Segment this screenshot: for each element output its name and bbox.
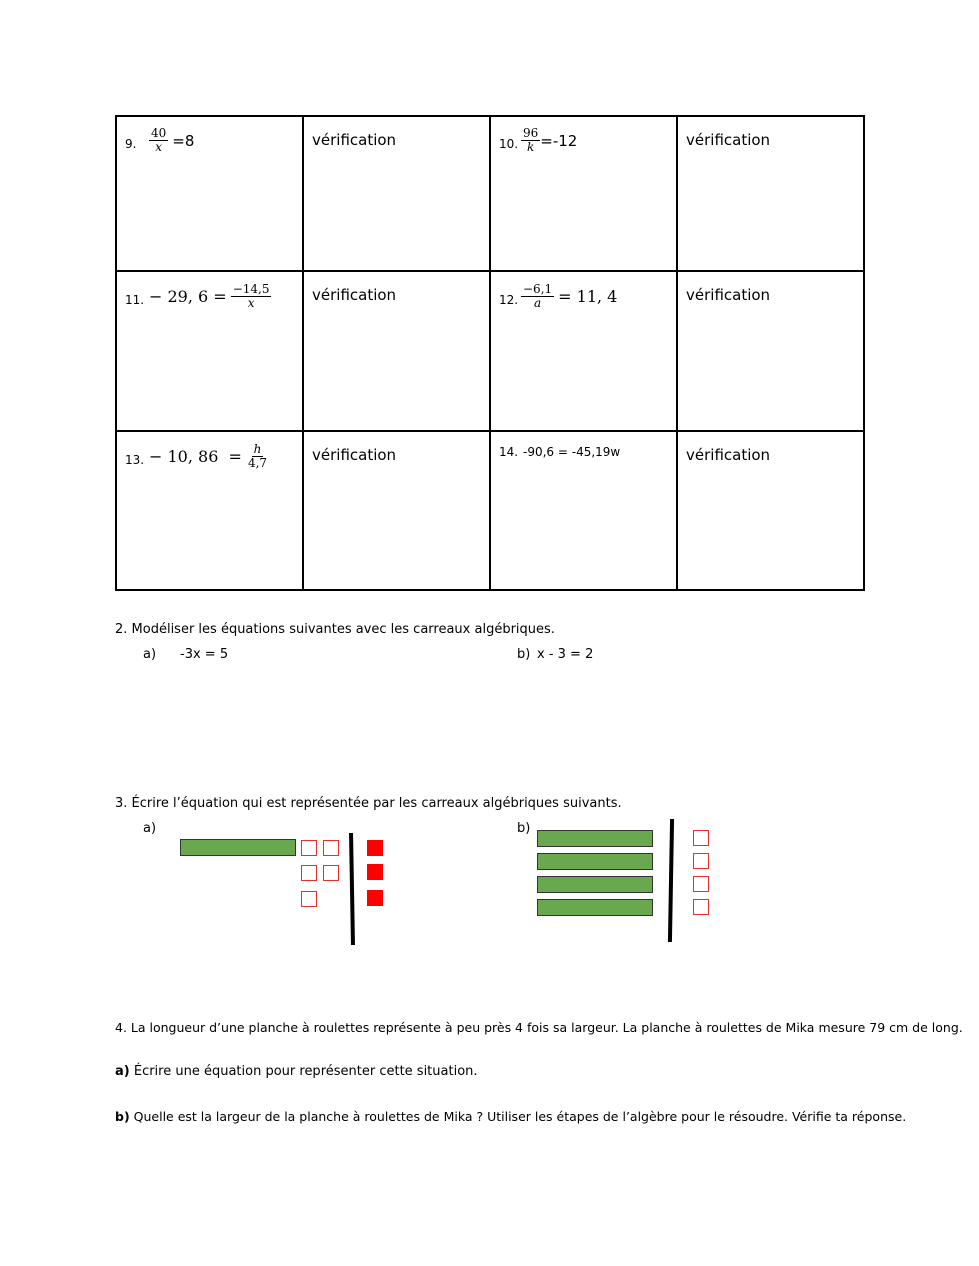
q4-a-label: a) <box>115 1064 130 1079</box>
q4-b <box>115 1109 906 1124</box>
negative-unit-tile <box>367 840 383 856</box>
q4-b-label: b) <box>115 1109 130 1124</box>
x-tile <box>537 899 653 916</box>
q2-b-equation: x - 3 = 2 <box>537 647 594 662</box>
fraction-denominator: x <box>155 140 163 154</box>
positive-unit-tile <box>693 876 709 892</box>
equation-rest: = 11, 4 <box>558 287 618 306</box>
question-number: 10. <box>499 137 519 151</box>
question-number: 9. <box>125 137 137 151</box>
exercise-table <box>115 115 865 591</box>
x-tile <box>180 839 296 856</box>
positive-unit-tile <box>323 840 339 856</box>
verification-label: vérification <box>312 286 397 304</box>
fraction-denominator: k <box>527 140 535 154</box>
verification-label: vérification <box>312 446 397 464</box>
cell-q14 <box>490 431 677 590</box>
equation-text: -90,6 = -45,19w <box>523 445 621 459</box>
equals-divider <box>668 819 674 942</box>
question-number: 14. <box>499 445 519 459</box>
cell-verif-10[interactable] <box>677 116 864 271</box>
cell-verif-9[interactable] <box>303 116 490 271</box>
q3-title: 3. Écrire l’équation qui est représentée par les carreaux algébriques suivants. <box>115 796 622 811</box>
fraction-denominator: 4,7 <box>247 456 268 470</box>
q2-b-label: b) <box>517 647 531 662</box>
q2-a-label: a) <box>143 647 157 662</box>
positive-unit-tile <box>301 865 317 881</box>
verification-label: vérification <box>686 131 771 149</box>
positive-unit-tile <box>301 891 317 907</box>
fraction-numerator: h <box>253 442 262 456</box>
cell-q11 <box>116 271 303 431</box>
positive-unit-tile <box>693 853 709 869</box>
equation-rest: =8 <box>172 131 195 150</box>
q3-b-label: b) <box>517 821 531 836</box>
positive-unit-tile <box>693 899 709 915</box>
positive-unit-tile <box>301 840 317 856</box>
negative-unit-tile <box>367 890 383 906</box>
fraction-denominator: a <box>533 296 542 310</box>
fraction-denominator: x <box>247 296 255 310</box>
cell-verif-13[interactable] <box>303 431 490 590</box>
q4-intro: 4. La longueur d’une planche à roulettes représente à peu près 4 fois sa largeur. La planche à roulettes de Mika mesure 79 cm de long. <box>115 1020 963 1035</box>
equation-lead: − 10, 86 = <box>149 447 242 466</box>
x-tile <box>537 876 653 893</box>
q3-a-label: a) <box>143 821 157 836</box>
cell-q10 <box>490 116 677 271</box>
fraction-numerator: 40 <box>151 126 167 140</box>
positive-unit-tile <box>323 865 339 881</box>
x-tile <box>537 830 653 847</box>
fraction-numerator: −6,1 <box>523 282 553 296</box>
fraction-numerator: −14,5 <box>232 282 270 296</box>
negative-unit-tile <box>367 864 383 880</box>
cell-verif-11[interactable] <box>303 271 490 431</box>
cell-q12 <box>490 271 677 431</box>
equation-rest: =-12 <box>540 131 578 150</box>
positive-unit-tile <box>693 830 709 846</box>
q4-a <box>115 1064 478 1079</box>
verification-label: vérification <box>686 446 771 464</box>
question-number: 12. <box>499 293 519 307</box>
equals-divider <box>349 833 355 945</box>
verification-label: vérification <box>312 131 397 149</box>
question-number: 11. <box>125 293 145 307</box>
equation-lead: − 29, 6 = <box>149 287 227 306</box>
q4-b-text: Quelle est la largeur de la planche à roulettes de Mika ? Utiliser les étapes de l’algèbre pour le résoudre. Vérifie ta réponse. <box>129 1109 907 1124</box>
cell-q13 <box>116 431 303 590</box>
q4-a-text: Écrire une équation pour représenter cette situation. <box>129 1064 478 1079</box>
cell-verif-12[interactable] <box>677 271 864 431</box>
fraction-numerator: 96 <box>523 126 539 140</box>
cell-q9 <box>116 116 303 271</box>
question-number: 13. <box>125 453 145 467</box>
verification-label: vérification <box>686 286 771 304</box>
q2-a-equation: -3x = 5 <box>180 647 229 662</box>
cell-verif-14[interactable] <box>677 431 864 590</box>
q2-title: 2. Modéliser les équations suivantes avec les carreaux algébriques. <box>115 622 555 637</box>
x-tile <box>537 853 653 870</box>
